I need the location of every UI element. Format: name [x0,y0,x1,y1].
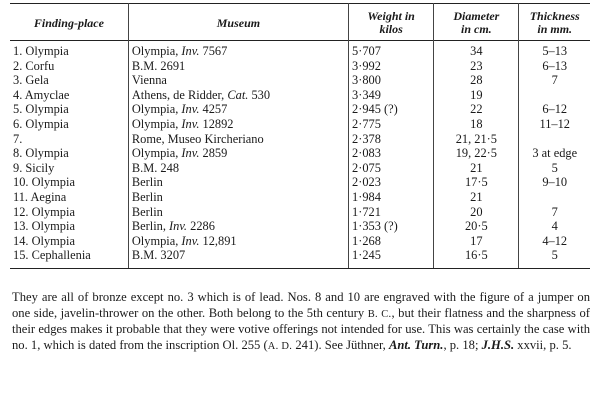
cell-weight: 2·083 [349,146,434,161]
museum-catalog-abbrev: Inv. [181,146,200,161]
cell-weight: 1·353 (?) [349,219,434,234]
cell-museum [128,205,348,220]
cell-thickness [519,132,590,147]
header-finding-place: Finding-place [33,15,104,30]
table-row [10,219,590,234]
museum-name: Berlin [131,175,163,190]
note-ref-ant-turn: Ant. Turn. [388,337,444,352]
note-text-3: 241). See Jüthner, [292,337,389,352]
cell-diameter: 22 [434,102,519,117]
cell-finding-place: 9. Sicily [13,160,55,175]
table-row [10,132,590,147]
cell-finding-place: 10. Olympia [13,175,75,190]
museum-name: B.M. 248 [131,160,180,175]
museum-name: Olympia, [131,116,182,131]
cell-thickness: 4–12 [519,234,590,249]
cell-diameter: 21 [434,161,519,176]
cell-diameter: 23 [434,59,519,74]
museum-catalog-number: 12,891 [199,233,237,248]
museum-catalog-number: 530 [248,87,271,102]
cell-museum [128,234,348,249]
museum-catalog-abbrev: Cat. [227,87,249,102]
cell-finding-place: 6. Olympia [13,116,69,131]
cell-weight: 2·023 [349,175,434,190]
discus-table [10,3,590,269]
cell-thickness [519,88,590,103]
cell-thickness: 9–10 [519,175,590,190]
table-row [10,41,590,59]
museum-catalog-number: 4257 [199,102,228,117]
note-text-5: xxvii, p. 5. [514,337,572,352]
cell-diameter: 21, 21·5 [434,132,519,147]
museum-name: Berlin [131,189,163,204]
table-row [10,190,590,205]
museum-name: Vienna [131,73,167,88]
museum-catalog-number: 2286 [187,219,215,234]
table-row [10,175,590,190]
note-text-2: , but their flatness and the sharpness of their edges makes it probable that they were votive offerings not intended for use. This was certainly the case with no. 1, which is dated from the inscription Ol. 255 ( [12,305,590,352]
cell-museum [128,41,348,59]
cell-weight: 1·268 [349,234,434,249]
cell-weight: 1·984 [349,190,434,205]
cell-diameter: 19, 22·5 [434,146,519,161]
cell-weight: 3·800 [349,73,434,88]
cell-diameter: 20 [434,205,519,220]
header-weight: Weight in kilos [349,4,434,41]
cell-thickness: 7 [519,73,590,88]
header-diameter: Diameter in cm. [434,4,519,41]
museum-name: Olympia, [131,102,182,117]
table-row [10,205,590,220]
museum-catalog-abbrev: Inv. [181,233,200,248]
cell-museum [128,88,348,103]
table-row [10,102,590,117]
cell-weight: 1·721 [349,205,434,220]
cell-finding-place: 5. Olympia [13,102,69,117]
table-body [10,41,590,269]
cell-museum [128,59,348,74]
museum-catalog-abbrev: Inv. [169,219,188,234]
cell-weight: 2·945 (?) [349,102,434,117]
cell-weight: 2·775 [349,117,434,132]
cell-weight: 3·349 [349,88,434,103]
museum-catalog-abbrev: Inv. [181,102,200,117]
cell-diameter: 18 [434,117,519,132]
cell-weight: 2·378 [349,132,434,147]
cell-thickness: 5 [519,161,590,176]
table-row [10,117,590,132]
table-row [10,73,590,88]
note-text-4: , p. 18; [443,337,482,352]
cell-museum [128,117,348,132]
table-row [10,161,590,176]
cell-museum [128,248,348,268]
cell-finding-place: 4. Amyclae [13,87,70,102]
table-row [10,59,590,74]
note-ad: A. D. [267,340,293,352]
museum-name: Olympia, [131,44,182,58]
museum-name: B.M. 2691 [131,58,186,73]
cell-finding-place: 15. Cephallenia [10,248,128,268]
cell-diameter: 16·5 [434,248,519,268]
museum-catalog-abbrev: Inv. [181,44,200,58]
note-ref-jhs: J.H.S. [481,337,515,352]
cell-museum [128,102,348,117]
note-bc: B. C. [367,308,392,320]
cell-diameter: 34 [434,41,519,59]
table-row [10,88,590,103]
cell-thickness [519,190,590,205]
cell-finding-place: 7. [13,131,23,146]
cell-diameter: 20·5 [434,219,519,234]
cell-museum [128,73,348,88]
cell-thickness: 3 at edge [519,146,590,161]
table-row [10,234,590,249]
cell-diameter: 21 [434,190,519,205]
museum-name: Berlin, [131,219,170,234]
cell-diameter: 19 [434,88,519,103]
cell-thickness: 11–12 [519,117,590,132]
cell-museum [128,161,348,176]
table-row [10,146,590,161]
museum-name: Olympia, [131,233,182,248]
cell-thickness: 5–13 [519,41,590,59]
cell-museum [128,146,348,161]
cell-thickness: 5 [519,248,590,268]
header-museum: Museum [128,4,348,41]
museum-name: B.M. 3207 [131,248,186,263]
museum-name: Athens, de Ridder, [131,87,228,102]
cell-finding-place: 8. Olympia [13,146,69,161]
cell-thickness: 7 [519,205,590,220]
cell-finding-place: 14. Olympia [13,233,75,248]
museum-name: Berlin [131,204,163,219]
museum-name: Olympia, [131,146,182,161]
cell-diameter: 17 [434,234,519,249]
museum-catalog-number: 2859 [199,146,228,161]
cell-weight: 5·707 [349,41,434,59]
table-row [10,248,590,268]
header-thickness: Thickness in mm. [519,4,590,41]
cell-finding-place: 3. Gela [13,73,49,88]
cell-finding-place: 1. Olympia [13,44,69,58]
cell-museum [128,190,348,205]
cell-finding-place: 11. Aegina [13,189,67,204]
museum-catalog-number: 12892 [199,116,234,131]
cell-museum [128,175,348,190]
cell-museum [128,132,348,147]
cell-thickness: 6–12 [519,102,590,117]
cell-thickness: 6–13 [519,59,590,74]
cell-museum [128,219,348,234]
cell-weight: 3·992 [349,59,434,74]
cell-finding-place: 12. Olympia [13,204,75,219]
cell-weight: 1·245 [349,248,434,268]
note-text-1: They are all of bronze except no. 3 which is of lead. Nos. 8 and 10 are engraved with the figure of a jumper on one side, javelin-thrower on the other. Both belong to the 5th century [12,290,590,320]
table-header-row [10,4,590,41]
museum-catalog-number: 7567 [199,44,228,58]
cell-thickness: 4 [519,219,590,234]
museum-name: Rome, Museo Kircheriano [131,131,264,146]
cell-finding-place: 13. Olympia [13,219,75,234]
footnote-paragraph [12,290,590,354]
cell-finding-place: 2. Corfu [13,58,55,73]
cell-weight: 2·075 [349,161,434,176]
cell-diameter: 28 [434,73,519,88]
museum-catalog-abbrev: Inv. [181,116,200,131]
cell-diameter: 17·5 [434,175,519,190]
